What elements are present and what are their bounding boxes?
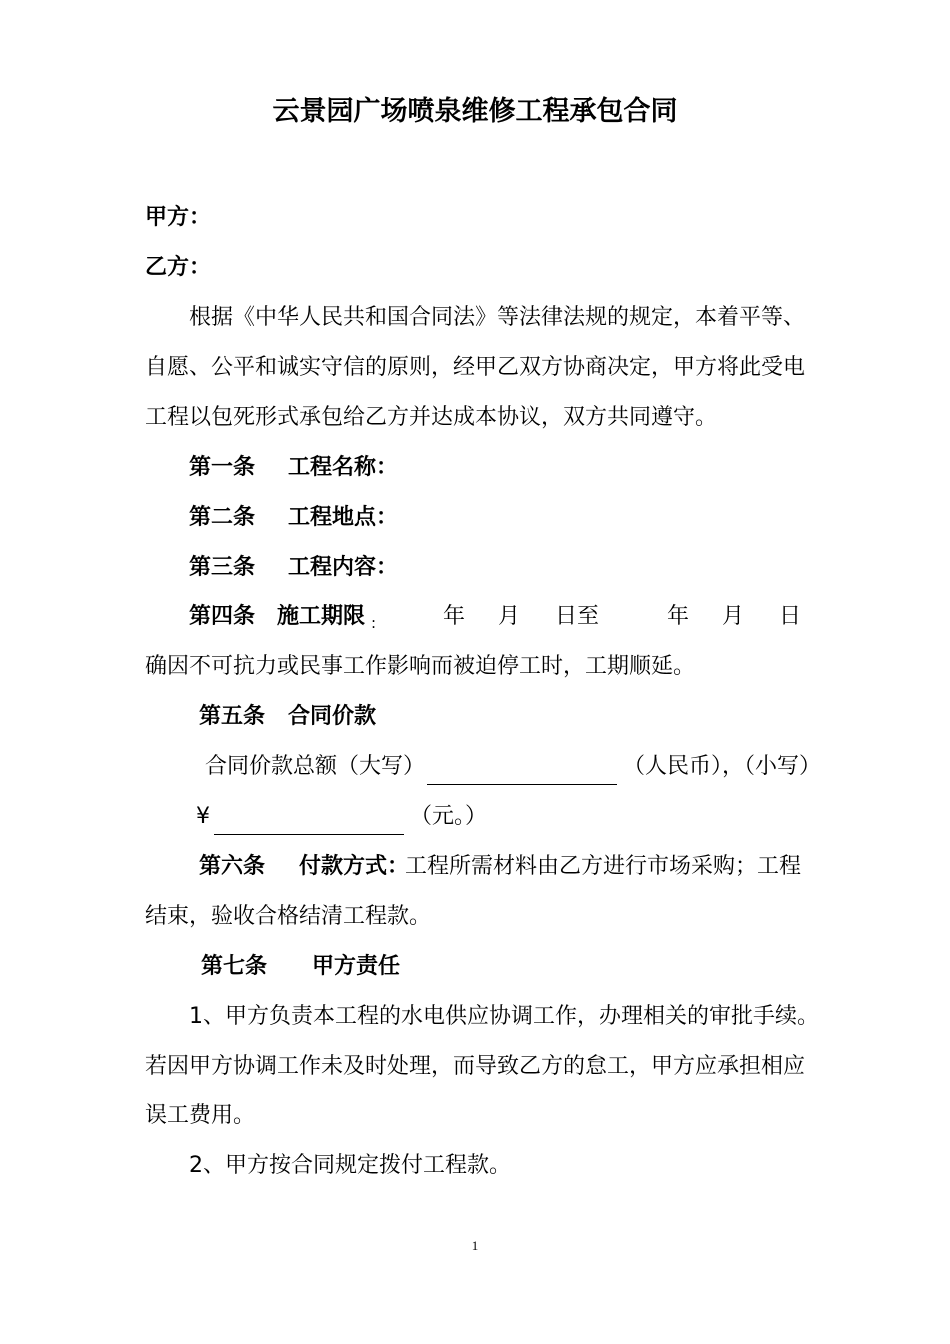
article7-item1-line2: 若因甲方协调工作未及时处理，而导致乙方的怠工，甲方应承担相应 (145, 1054, 806, 1079)
article6-text: 工程所需材料由乙方进行市场采购；工程 (405, 854, 802, 879)
amount-figures-label: （人民币），（小写） (623, 754, 822, 779)
amount-figures-blank[interactable] (214, 808, 404, 835)
article6-continuation: 结束，验收合格结清工程款。 (145, 904, 432, 929)
article6-label: 付款方式： (299, 854, 410, 879)
start-year: 年 (443, 604, 466, 629)
article3-label: 工程内容： (288, 555, 399, 580)
article7-item2: 2、甲方按合同规定拨付工程款。 (189, 1153, 511, 1178)
article1-label: 工程名称： (288, 455, 399, 480)
article7-item1-line1: 1、甲方负责本工程的水电供应协调工作，办理相关的审批手续。 (189, 1004, 819, 1029)
article4-label: 施工期限 (277, 604, 366, 629)
article3-number: 第三条 (189, 555, 256, 580)
amount-words-label: 合同价款总额（大写） (205, 754, 426, 779)
party-b-label: 乙方： (145, 255, 212, 280)
article7-item1-line3: 误工费用。 (145, 1103, 256, 1128)
start-month: 月 (498, 604, 521, 629)
article6-number: 第六条 (199, 854, 266, 879)
document-title: 云景园广场喷泉维修工程承包合同 (272, 96, 678, 127)
intro-line-2: 自愿、公平和诚实守信的原则，经甲乙双方协商决定，甲方将此受电 (145, 355, 806, 380)
article5-number: 第五条 (199, 704, 266, 729)
article1-number: 第一条 (189, 455, 256, 480)
article4-colon: : (371, 614, 377, 632)
article7-number: 第七条 (201, 954, 268, 979)
article4-number: 第四条 (189, 604, 256, 629)
amount-unit: （元。） (410, 804, 488, 829)
intro-line-3: 工程以包死形式承包给乙方并达成本协议，双方共同遵守。 (145, 405, 718, 430)
currency-symbol: ¥ (196, 804, 210, 829)
article5-label: 合同价款 (288, 704, 377, 729)
amount-words-blank[interactable] (427, 758, 617, 785)
start-day-to: 日至 (555, 604, 600, 629)
article2-number: 第二条 (189, 505, 256, 530)
article2-label: 工程地点： (288, 505, 399, 530)
page-number: 1 (471, 1238, 479, 1253)
article7-label: 甲方责任 (312, 954, 401, 979)
party-a-label: 甲方： (145, 205, 212, 230)
end-year: 年 (667, 604, 690, 629)
article4-continuation: 确因不可抗力或民事工作影响而被迫停工时，工期顺延。 (145, 654, 696, 679)
end-day: 日 (779, 604, 802, 629)
end-month: 月 (722, 604, 745, 629)
intro-line-1: 根据《中华人民共和国合同法》等法律法规的规定，本着平等、 (189, 305, 806, 330)
